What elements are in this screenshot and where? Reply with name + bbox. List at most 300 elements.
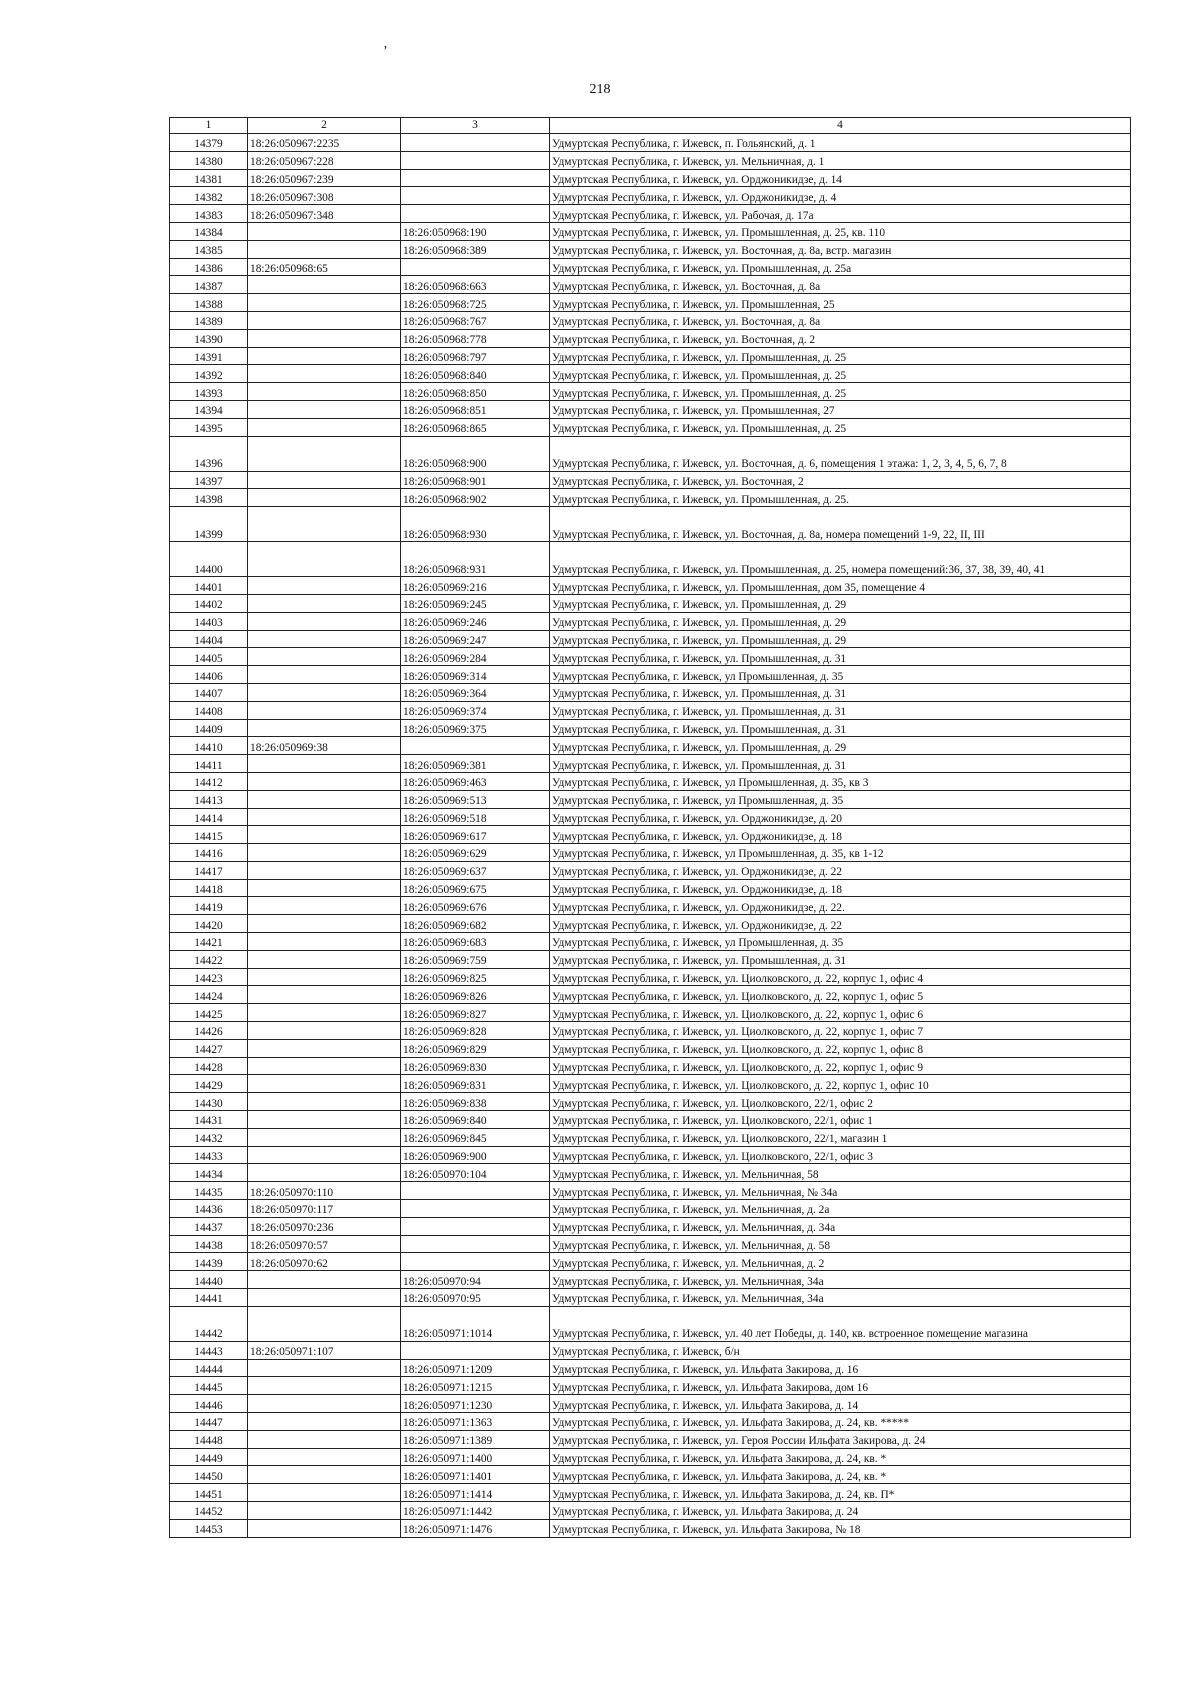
row-number-cell: 14383 [170,205,248,223]
cadastral-number-3-cell [401,134,550,152]
row-number-cell: 14421 [170,933,248,951]
cadastral-number-2-cell: 18:26:050970:236 [248,1217,401,1235]
address-cell: Удмуртская Республика, г. Ижевск, ул. Циолковского, д. 22, корпус 1, офис 6 [550,1004,1131,1022]
table-row [170,844,1131,862]
row-number-cell: 14440 [170,1271,248,1289]
table-row [170,879,1131,897]
cadastral-number-3-cell: 18:26:050968:901 [401,471,550,489]
cadastral-number-3-cell: 18:26:050969:216 [401,577,550,595]
cadastral-number-2-cell [248,594,401,612]
address-cell: Удмуртская Республика, г. Ижевск, ул. Промышленная, д. 25 [550,418,1131,436]
cadastral-number-3-cell [401,151,550,169]
table-row [170,222,1131,240]
address-cell: Удмуртская Республика, г. Ижевск, ул. Промышленная, д. 31 [550,950,1131,968]
cadastral-number-3-cell: 18:26:050969:518 [401,808,550,826]
row-number-cell: 14384 [170,222,248,240]
cadastral-number-2-cell [248,1359,401,1377]
address-cell: Удмуртская Республика, г. Ижевск, ул. Циолковского, 22/1, офис 2 [550,1093,1131,1111]
cadastral-number-3-cell [401,187,550,205]
cadastral-number-2-cell: 18:26:050970:57 [248,1235,401,1253]
cadastral-number-2-cell [248,844,401,862]
address-cell: Удмуртская Республика, г. Ижевск, ул. Ильфата Закирова, д. 24, кв. П* [550,1484,1131,1502]
cadastral-number-3-cell: 18:26:050969:381 [401,755,550,773]
cadastral-number-3-cell [401,1200,550,1218]
cadastral-number-3-cell: 18:26:050969:513 [401,790,550,808]
address-cell: Удмуртская Республика, г. Ижевск, ул. Восточная, д. 8а [550,311,1131,329]
row-number-cell: 14435 [170,1182,248,1200]
cadastral-number-3-cell: 18:26:050969:826 [401,986,550,1004]
row-number-cell: 14419 [170,897,248,915]
cadastral-number-3-cell: 18:26:050969:374 [401,701,550,719]
row-number-cell: 14452 [170,1501,248,1519]
cadastral-number-3-cell: 18:26:050969:617 [401,826,550,844]
table-row [170,400,1131,418]
address-cell: Удмуртская Республика, г. Ижевск, ул. Орджоникидзе, д. 22 [550,861,1131,879]
cadastral-number-3-cell: 18:26:050968:190 [401,222,550,240]
cadastral-number-2-cell: 18:26:050967:228 [248,151,401,169]
table-row [170,1306,1131,1341]
address-cell: Удмуртская Республика, г. Ижевск, ул. Промышленная, д. 25 [550,383,1131,401]
cadastral-number-2-cell [248,648,401,666]
address-cell: Удмуртская Республика, г. Ижевск, ул. Восточная, 2 [550,471,1131,489]
table-row [170,1501,1131,1519]
address-cell: Удмуртская Республика, г. Ижевск, ул. Промышленная, д. 31 [550,701,1131,719]
cadastral-number-3-cell: 18:26:050971:1401 [401,1466,550,1484]
table-row [170,151,1131,169]
cadastral-number-3-cell [401,1217,550,1235]
table-row [170,790,1131,808]
row-number-cell: 14445 [170,1377,248,1395]
row-number-cell: 14415 [170,826,248,844]
row-number-cell: 14395 [170,418,248,436]
row-number-cell: 14424 [170,986,248,1004]
row-number-cell: 14444 [170,1359,248,1377]
cadastral-number-2-cell: 18:26:050967:308 [248,187,401,205]
row-number-cell: 14434 [170,1164,248,1182]
cadastral-number-2-cell [248,542,401,577]
column-header: 1 [170,118,248,134]
cadastral-number-3-cell: 18:26:050971:1389 [401,1430,550,1448]
cadastral-number-3-cell: 18:26:050971:1230 [401,1395,550,1413]
address-cell: Удмуртская Республика, г. Ижевск, ул. Циолковского, д. 22, корпус 1, офис 8 [550,1039,1131,1057]
cadastral-number-2-cell [248,1466,401,1484]
cadastral-number-2-cell [248,365,401,383]
cadastral-number-3-cell: 18:26:050969:840 [401,1111,550,1129]
cadastral-number-3-cell: 18:26:050971:1363 [401,1413,550,1431]
row-number-cell: 14432 [170,1128,248,1146]
cadastral-number-3-cell: 18:26:050968:840 [401,365,550,383]
cadastral-number-2-cell [248,1395,401,1413]
address-cell: Удмуртская Республика, г. Ижевск, ул. Мельничная, 58 [550,1164,1131,1182]
address-cell: Удмуртская Республика, г. Ижевск, ул. Промышленная, д. 25 [550,365,1131,383]
row-number-cell: 14437 [170,1217,248,1235]
cadastral-number-2-cell [248,507,401,542]
cadastral-number-2-cell [248,612,401,630]
cadastral-number-2-cell [248,1075,401,1093]
row-number-cell: 14420 [170,915,248,933]
cadastral-number-2-cell [248,1004,401,1022]
cadastral-number-3-cell: 18:26:050969:364 [401,683,550,701]
cadastral-number-3-cell: 18:26:050969:463 [401,772,550,790]
row-number-cell: 14450 [170,1466,248,1484]
cadastral-number-3-cell: 18:26:050969:682 [401,915,550,933]
cadastral-number-3-cell: 18:26:050969:831 [401,1075,550,1093]
address-cell: Удмуртская Республика, г. Ижевск, ул. Орджоникидзе, д. 18 [550,826,1131,844]
cadastral-number-2-cell [248,577,401,595]
cadastral-number-2-cell [248,1306,401,1341]
row-number-cell: 14400 [170,542,248,577]
table-row [170,1217,1131,1235]
cadastral-number-3-cell: 18:26:050969:246 [401,612,550,630]
table-row [170,1111,1131,1129]
address-cell: Удмуртская Республика, г. Ижевск, ул Промышленная, д. 35 [550,790,1131,808]
table-row [170,1271,1131,1289]
row-number-cell: 14407 [170,683,248,701]
address-cell: Удмуртская Республика, г. Ижевск, ул. Циолковского, д. 22, корпус 1, офис 5 [550,986,1131,1004]
cadastral-number-3-cell: 18:26:050969:284 [401,648,550,666]
table-row [170,1075,1131,1093]
row-number-cell: 14417 [170,861,248,879]
table-row [170,612,1131,630]
cadastral-number-2-cell [248,471,401,489]
row-number-cell: 14397 [170,471,248,489]
row-number-cell: 14446 [170,1395,248,1413]
cadastral-number-2-cell [248,1501,401,1519]
cadastral-number-2-cell [248,986,401,1004]
cadastral-number-2-cell [248,897,401,915]
table-row [170,1146,1131,1164]
cadastral-number-2-cell: 18:26:050967:348 [248,205,401,223]
cadastral-number-2-cell [248,1289,401,1307]
row-number-cell: 14423 [170,968,248,986]
row-number-cell: 14429 [170,1075,248,1093]
column-header: 2 [248,118,401,134]
cadastral-number-3-cell: 18:26:050968:767 [401,311,550,329]
table-row [170,594,1131,612]
address-cell: Удмуртская Республика, г. Ижевск, ул. Восточная, д. 8а, номера помещений 1-9, 22, II, III [550,507,1131,542]
table-row [170,1039,1131,1057]
row-number-cell: 14436 [170,1200,248,1218]
address-cell: Удмуртская Республика, г. Ижевск, ул. Промышленная, д. 31 [550,648,1131,666]
row-number-cell: 14386 [170,258,248,276]
table-row [170,915,1131,933]
row-number-cell: 14406 [170,666,248,684]
address-cell: Удмуртская Республика, г. Ижевск, ул. Ильфата Закирова, д. 24, кв. ***** [550,1413,1131,1431]
address-cell: Удмуртская Республика, г. Ижевск, ул. Орджоникидзе, д. 22 [550,915,1131,933]
cadastral-number-3-cell: 18:26:050971:1215 [401,1377,550,1395]
cadastral-number-3-cell: 18:26:050969:829 [401,1039,550,1057]
scan-mark: ’ [383,44,388,59]
table-row [170,808,1131,826]
cadastral-number-2-cell [248,755,401,773]
table-row [170,294,1131,312]
table-row [170,329,1131,347]
cadastral-number-2-cell [248,701,401,719]
cadastral-number-2-cell [248,861,401,879]
cadastral-number-2-cell [248,418,401,436]
address-cell: Удмуртская Республика, г. Ижевск, ул. 40 лет Победы, д. 140, кв. встроенное помещение магазина [550,1306,1131,1341]
cadastral-number-3-cell: 18:26:050969:759 [401,950,550,968]
address-cell: Удмуртская Республика, г. Ижевск, ул Промышленная, д. 35 [550,666,1131,684]
cadastral-number-2-cell [248,222,401,240]
cadastral-number-2-cell [248,240,401,258]
row-number-cell: 14449 [170,1448,248,1466]
address-cell: Удмуртская Республика, г. Ижевск, ул. Промышленная, д. 31 [550,719,1131,737]
cadastral-number-3-cell [401,737,550,755]
row-number-cell: 14403 [170,612,248,630]
address-cell: Удмуртская Республика, г. Ижевск, ул. Рабочая, д. 17а [550,205,1131,223]
row-number-cell: 14425 [170,1004,248,1022]
table-row [170,950,1131,968]
cadastral-number-2-cell [248,933,401,951]
cadastral-number-2-cell [248,1519,401,1537]
row-number-cell: 14447 [170,1413,248,1431]
address-cell: Удмуртская Республика, г. Ижевск, ул. Промышленная, д. 29 [550,612,1131,630]
address-cell: Удмуртская Республика, г. Ижевск, ул. Циолковского, д. 22, корпус 1, офис 10 [550,1075,1131,1093]
address-cell: Удмуртская Республика, г. Ижевск, ул. Ильфата Закирова, дом 16 [550,1377,1131,1395]
table-row [170,276,1131,294]
cadastral-number-2-cell [248,772,401,790]
address-cell: Удмуртская Республика, г. Ижевск, ул. Промышленная, дом 35, помещение 4 [550,577,1131,595]
cadastral-number-2-cell [248,1057,401,1075]
address-cell: Удмуртская Республика, г. Ижевск, ул. Мельничная, д. 2а [550,1200,1131,1218]
cadastral-number-3-cell [401,1341,550,1359]
row-number-cell: 14404 [170,630,248,648]
address-cell: Удмуртская Республика, г. Ижевск, ул. Промышленная, д. 25, номера помещений:36, 37, 38, 39, 40, 41 [550,542,1131,577]
table-row [170,1448,1131,1466]
row-number-cell: 14442 [170,1306,248,1341]
cadastral-number-3-cell [401,258,550,276]
address-cell: Удмуртская Республика, г. Ижевск, ул. Орджоникидзе, д. 4 [550,187,1131,205]
table-body [170,134,1131,1538]
row-number-cell: 14430 [170,1093,248,1111]
row-number-cell: 14390 [170,329,248,347]
address-cell: Удмуртская Республика, г. Ижевск, ул. Промышленная, д. 29 [550,630,1131,648]
cadastral-number-3-cell: 18:26:050968:930 [401,507,550,542]
cadastral-number-3-cell: 18:26:050968:865 [401,418,550,436]
cadastral-number-3-cell: 18:26:050969:900 [401,1146,550,1164]
cadastral-number-2-cell [248,436,401,471]
table-row [170,383,1131,401]
table-row [170,418,1131,436]
cadastral-number-2-cell [248,1271,401,1289]
cadastral-number-3-cell: 18:26:050971:1476 [401,1519,550,1537]
cadastral-number-2-cell [248,294,401,312]
cadastral-number-2-cell [248,1093,401,1111]
cadastral-number-3-cell: 18:26:050971:1014 [401,1306,550,1341]
table-row [170,169,1131,187]
cadastral-number-2-cell: 18:26:050970:117 [248,1200,401,1218]
table-row [170,1164,1131,1182]
row-number-cell: 14381 [170,169,248,187]
address-cell: Удмуртская Республика, г. Ижевск, ул. Промышленная, д. 25, кв. 110 [550,222,1131,240]
row-number-cell: 14394 [170,400,248,418]
address-cell: Удмуртская Республика, г. Ижевск, ул. Промышленная, д. 31 [550,683,1131,701]
cadastral-number-3-cell: 18:26:050971:1414 [401,1484,550,1502]
row-number-cell: 14413 [170,790,248,808]
row-number-cell: 14409 [170,719,248,737]
address-cell: Удмуртская Республика, г. Ижевск, ул. Циолковского, 22/1, магазин 1 [550,1128,1131,1146]
table-row [170,1466,1131,1484]
address-cell: Удмуртская Республика, г. Ижевск, ул. Мельничная, д. 2 [550,1253,1131,1271]
cadastral-number-2-cell [248,1128,401,1146]
row-number-cell: 14439 [170,1253,248,1271]
table-row [170,507,1131,542]
cadastral-number-3-cell: 18:26:050968:902 [401,489,550,507]
cadastral-number-3-cell: 18:26:050968:900 [401,436,550,471]
cadastral-number-3-cell: 18:26:050970:94 [401,1271,550,1289]
cadastral-number-2-cell: 18:26:050968:65 [248,258,401,276]
row-number-cell: 14441 [170,1289,248,1307]
cadastral-number-3-cell: 18:26:050970:95 [401,1289,550,1307]
cadastral-number-2-cell [248,311,401,329]
cadastral-number-2-cell [248,489,401,507]
table-row [170,311,1131,329]
table-row [170,683,1131,701]
cadastral-number-2-cell [248,329,401,347]
cadastral-number-2-cell [248,1413,401,1431]
table-row [170,701,1131,719]
column-header: 4 [550,118,1131,134]
row-number-cell: 14416 [170,844,248,862]
cadastral-number-2-cell [248,1164,401,1182]
table-row [170,986,1131,1004]
address-cell: Удмуртская Республика, г. Ижевск, ул. Орджоникидзе, д. 14 [550,169,1131,187]
table-row [170,489,1131,507]
table-row [170,1395,1131,1413]
cadastral-number-3-cell: 18:26:050969:827 [401,1004,550,1022]
row-number-cell: 14414 [170,808,248,826]
cadastral-number-3-cell: 18:26:050968:725 [401,294,550,312]
cadastral-number-3-cell: 18:26:050971:1442 [401,1501,550,1519]
address-cell: Удмуртская Республика, г. Ижевск, ул. Циолковского, д. 22, корпус 1, офис 4 [550,968,1131,986]
cadastral-number-3-cell: 18:26:050969:314 [401,666,550,684]
address-cell: Удмуртская Республика, г. Ижевск, ул. Мельничная, 34а [550,1289,1131,1307]
table-row [170,755,1131,773]
row-number-cell: 14391 [170,347,248,365]
address-cell: Удмуртская Республика, г. Ижевск, ул. Восточная, д. 6, помещения 1 этажа: 1, 2, 3, 4, 5, 6, 7, 8 [550,436,1131,471]
table-row [170,648,1131,666]
row-number-cell: 14431 [170,1111,248,1129]
cadastral-number-3-cell: 18:26:050968:778 [401,329,550,347]
row-number-cell: 14399 [170,507,248,542]
address-cell: Удмуртская Республика, г. Ижевск, ул. Ильфата Закирова, д. 24, кв. * [550,1448,1131,1466]
row-number-cell: 14393 [170,383,248,401]
cadastral-number-2-cell [248,683,401,701]
address-cell: Удмуртская Республика, г. Ижевск, ул. Мельничная, д. 58 [550,1235,1131,1253]
cadastral-number-2-cell [248,790,401,808]
table-row [170,968,1131,986]
address-cell: Удмуртская Республика, г. Ижевск, ул. Циолковского, 22/1, офис 1 [550,1111,1131,1129]
cadastral-number-2-cell [248,666,401,684]
table-row [170,347,1131,365]
table-row [170,1430,1131,1448]
cadastral-number-2-cell [248,276,401,294]
table-row [170,861,1131,879]
cadastral-number-2-cell: 18:26:050969:38 [248,737,401,755]
cadastral-number-2-cell: 18:26:050970:110 [248,1182,401,1200]
cadastral-number-3-cell: 18:26:050969:845 [401,1128,550,1146]
row-number-cell: 14422 [170,950,248,968]
address-cell: Удмуртская Республика, г. Ижевск, ул Промышленная, д. 35 [550,933,1131,951]
cadastral-number-3-cell: 18:26:050969:830 [401,1057,550,1075]
row-number-cell: 14401 [170,577,248,595]
cadastral-number-3-cell: 18:26:050969:825 [401,968,550,986]
table-row [170,1093,1131,1111]
address-cell: Удмуртская Республика, г. Ижевск, ул. Ильфата Закирова, д. 24 [550,1501,1131,1519]
registry-table [169,117,1131,1538]
row-number-cell: 14411 [170,755,248,773]
row-number-cell: 14382 [170,187,248,205]
table-row [170,187,1131,205]
row-number-cell: 14443 [170,1341,248,1359]
row-number-cell: 14387 [170,276,248,294]
address-cell: Удмуртская Республика, г. Ижевск, ул. Циолковского, д. 22, корпус 1, офис 9 [550,1057,1131,1075]
cadastral-number-3-cell: 18:26:050969:675 [401,879,550,897]
table-row [170,134,1131,152]
address-cell: Удмуртская Республика, г. Ижевск, ул. Орджоникидзе, д. 20 [550,808,1131,826]
cadastral-number-3-cell: 18:26:050968:389 [401,240,550,258]
table-row [170,737,1131,755]
table-row [170,630,1131,648]
row-number-cell: 14433 [170,1146,248,1164]
cadastral-number-2-cell [248,1111,401,1129]
table-row [170,577,1131,595]
cadastral-number-2-cell [248,826,401,844]
row-number-cell: 14380 [170,151,248,169]
row-number-cell: 14410 [170,737,248,755]
table-row [170,826,1131,844]
row-number-cell: 14405 [170,648,248,666]
cadastral-number-3-cell [401,1182,550,1200]
row-number-cell: 14451 [170,1484,248,1502]
address-cell: Удмуртская Республика, г. Ижевск, ул. Ильфата Закирова, д. 24, кв. * [550,1466,1131,1484]
row-number-cell: 14453 [170,1519,248,1537]
table-row [170,258,1131,276]
address-cell: Удмуртская Республика, г. Ижевск, б/н [550,1341,1131,1359]
cadastral-number-2-cell [248,879,401,897]
cadastral-number-2-cell [248,950,401,968]
cadastral-number-2-cell [248,630,401,648]
address-cell: Удмуртская Республика, г. Ижевск, ул. Восточная, д. 8а [550,276,1131,294]
cadastral-number-2-cell [248,1430,401,1448]
row-number-cell: 14389 [170,311,248,329]
address-cell: Удмуртская Республика, г. Ижевск, ул. Промышленная, д. 29 [550,737,1131,755]
address-cell: Удмуртская Республика, г. Ижевск, ул. Орджоникидзе, д. 18 [550,879,1131,897]
address-cell: Удмуртская Республика, г. Ижевск, ул. Циолковского, 22/1, офис 3 [550,1146,1131,1164]
cadastral-number-2-cell [248,1146,401,1164]
cadastral-number-3-cell: 18:26:050969:683 [401,933,550,951]
address-cell: Удмуртская Республика, г. Ижевск, ул. Промышленная, д. 25а [550,258,1131,276]
table-row [170,471,1131,489]
row-number-cell: 14428 [170,1057,248,1075]
table-row [170,365,1131,383]
address-cell: Удмуртская Республика, г. Ижевск, ул. Промышленная, д. 25. [550,489,1131,507]
address-cell: Удмуртская Республика, г. Ижевск, п. Гольянский, д. 1 [550,134,1131,152]
cadastral-number-3-cell: 18:26:050969:375 [401,719,550,737]
table-header-row [170,118,1131,134]
table-row [170,1200,1131,1218]
cadastral-number-2-cell [248,347,401,365]
table-row [170,897,1131,915]
address-cell: Удмуртская Республика, г. Ижевск, ул. Промышленная, д. 29 [550,594,1131,612]
row-number-cell: 14408 [170,701,248,719]
row-number-cell: 14412 [170,772,248,790]
cadastral-number-3-cell: 18:26:050969:629 [401,844,550,862]
cadastral-number-3-cell [401,205,550,223]
table-row [170,1359,1131,1377]
address-cell: Удмуртская Республика, г. Ижевск, ул. Промышленная, д. 25 [550,347,1131,365]
